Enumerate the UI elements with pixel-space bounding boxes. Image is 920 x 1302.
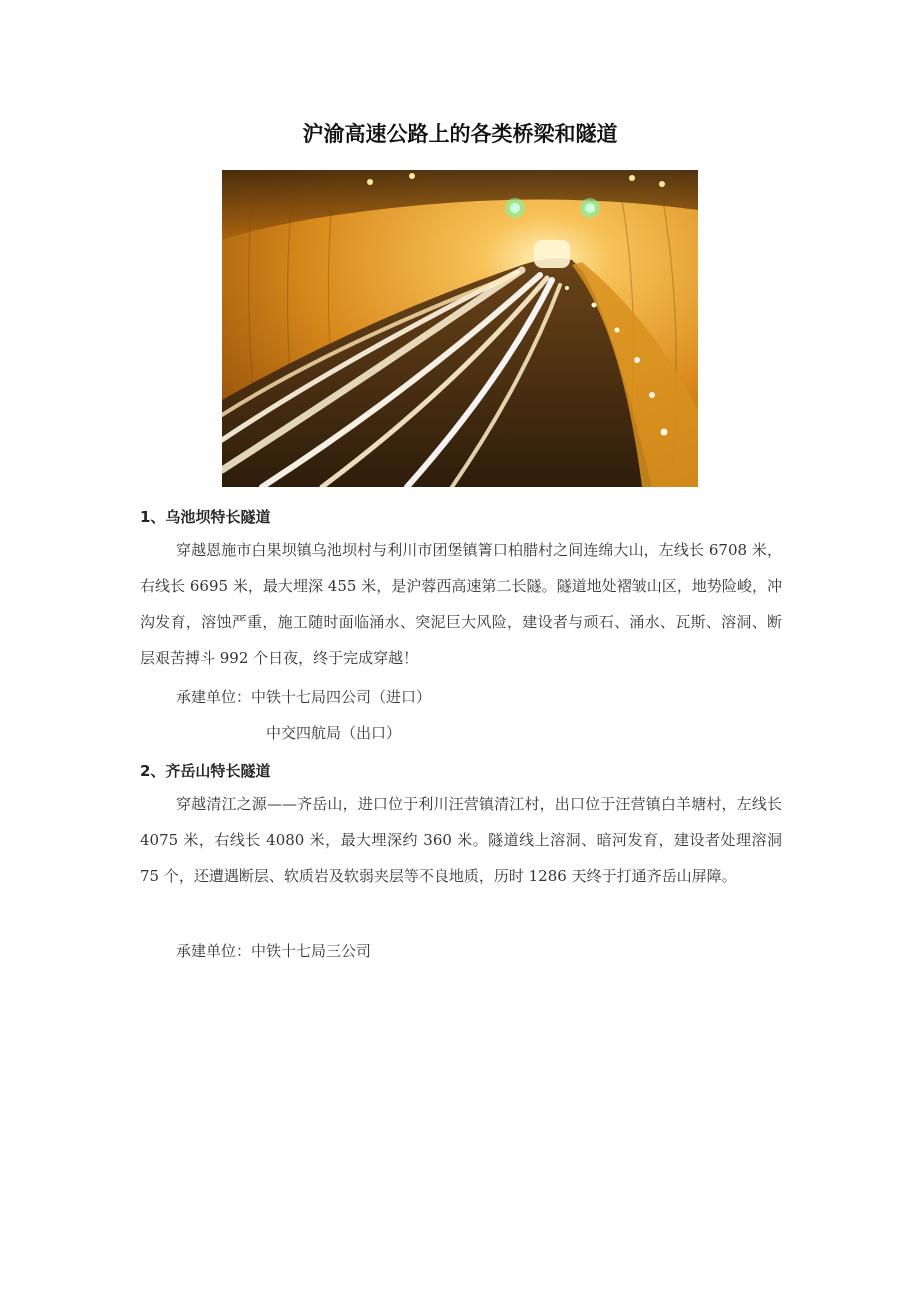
tunnel-photo bbox=[222, 170, 698, 487]
builder-line-2: 承建单位：中铁十七局三公司 bbox=[176, 942, 372, 960]
section-heading-2: 2、齐岳山特长隧道 bbox=[140, 762, 271, 780]
section-paragraph-1: 穿越恩施市白果坝镇乌池坝村与利川市团堡镇箐口柏腊村之间连绵大山，左线长 6708 米，右线长 6695 米，最大埋深 455 米，是沪蓉西高速第二长隧。隧道地处褶皱山区，地势险峻，冲沟发育，溶蚀严重，施工随时面临涌水、突泥巨大风险，建设者与顽石、涌水、瓦斯、溶洞、断层艰苦搏斗 992 个日夜，终于完成穿越！ bbox=[140, 541, 782, 667]
page-title: 沪渝高速公路上的各类桥梁和隧道 bbox=[302, 122, 618, 146]
builder-line-1: 承建单位：中铁十七局四公司（进口） bbox=[176, 688, 432, 706]
section-paragraph-2: 穿越清江之源——齐岳山，进口位于利川汪营镇清江村，出口位于汪营镇白羊塘村，左线长 4075 米，右线长 4080 米，最大埋深约 360 米。隧道线上溶洞、暗河发育，建设者处理溶洞 75 个，还遭遇断层、软质岩及软弱夹层等不良地质，历时 1286 天终于打通齐岳山屏障。 bbox=[140, 795, 782, 885]
tunnel-photo-graphic bbox=[222, 170, 698, 487]
section-heading-1: 1、乌池坝特长隧道 bbox=[140, 508, 271, 526]
builder-line-1-extra: 中交四航局（出口） bbox=[266, 724, 402, 742]
